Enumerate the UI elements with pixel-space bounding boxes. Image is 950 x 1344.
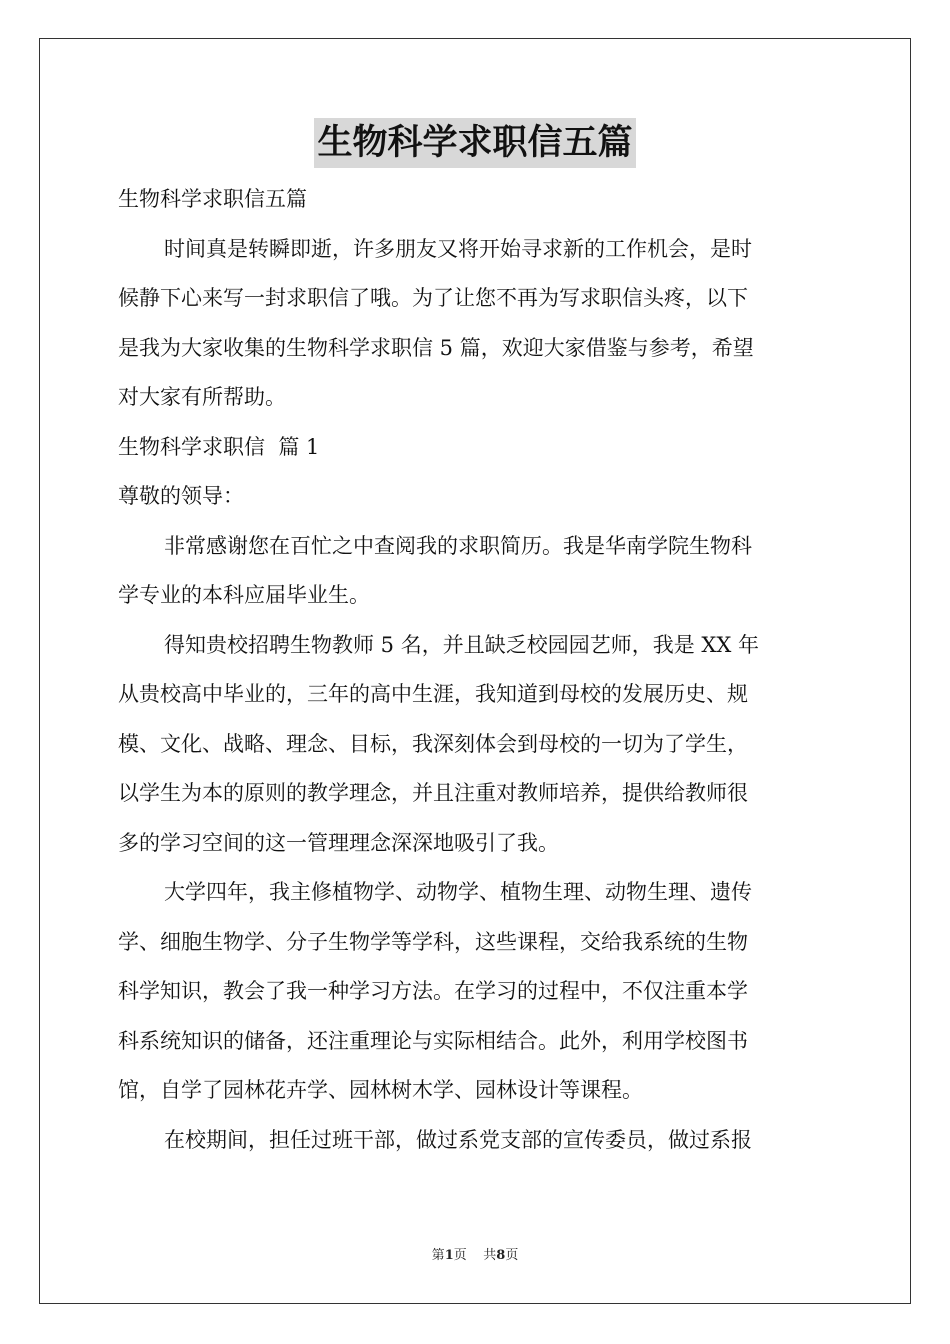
body-line: 生物科学求职信 篇 1 [118, 434, 320, 459]
body-line: 从贵校高中毕业的，三年的高中生涯，我知道到母校的发展历史、规 [118, 682, 748, 706]
body-line: 馆，自学了园林花卉学、园林树木学、园林设计等课程。 [118, 1078, 643, 1102]
body-line: 大学四年，我主修植物学、动物学、植物生理、动物生理、遗传 [164, 880, 752, 904]
body-line: 得知贵校招聘生物教师 5 名，并且缺乏校园园艺师，我是 XX 年 [164, 632, 759, 657]
body-line: 科系统知识的储备，还注重理论与实际相结合。此外，利用学校图书 [118, 1028, 748, 1053]
body-line: 模、文化、战略、理念、目标，我深刻体会到母校的一切为了学生， [118, 731, 748, 756]
body-line: 时间真是转瞬即逝，许多朋友又将开始寻求新的工作机会，是时 [164, 236, 752, 261]
footer-suffix: 页 [505, 1248, 519, 1263]
body-line: 科学知识，教会了我一种学习方法。在学习的过程中，不仅注重本学 [118, 979, 748, 1003]
footer-mid: 页 共 [453, 1248, 497, 1263]
document-body [118, 175, 836, 1165]
page-footer [0, 1244, 950, 1263]
body-line: 以学生为本的原则的教学理念，并且注重对教师培养，提供给教师很 [118, 781, 748, 805]
body-line: 生物科学求职信五篇 [118, 187, 307, 211]
document-title-wrap [0, 118, 950, 168]
body-line: 在校期间，担任过班干部，做过系党支部的宣传委员，做过系报 [164, 1127, 752, 1152]
body-line: 尊敬的领导： [118, 484, 244, 508]
footer-total-pages: 8 [496, 1248, 506, 1263]
body-line: 是我为大家收集的生物科学求职信 5 篇，欢迎大家借鉴与参考，希望 [118, 335, 754, 360]
footer-prefix: 第 [431, 1248, 445, 1263]
body-line: 对大家有所帮助。 [118, 385, 286, 409]
body-line: 多的学习空间的这一管理理念深深地吸引了我。 [118, 830, 559, 855]
body-line: 非常感谢您在百忙之中查阅我的求职简历。我是华南学院生物科 [164, 533, 752, 558]
body-line: 学、细胞生物学、分子生物学等学科，这些课程，交给我系统的生物 [118, 929, 748, 954]
body-line: 候静下心来写一封求职信了哦。为了让您不再为写求职信头疼，以下 [118, 286, 748, 310]
footer-page-number: 1 [444, 1248, 454, 1263]
document-title: 生物科学求职信五篇 [314, 118, 635, 168]
body-line: 学专业的本科应届毕业生。 [118, 583, 370, 607]
